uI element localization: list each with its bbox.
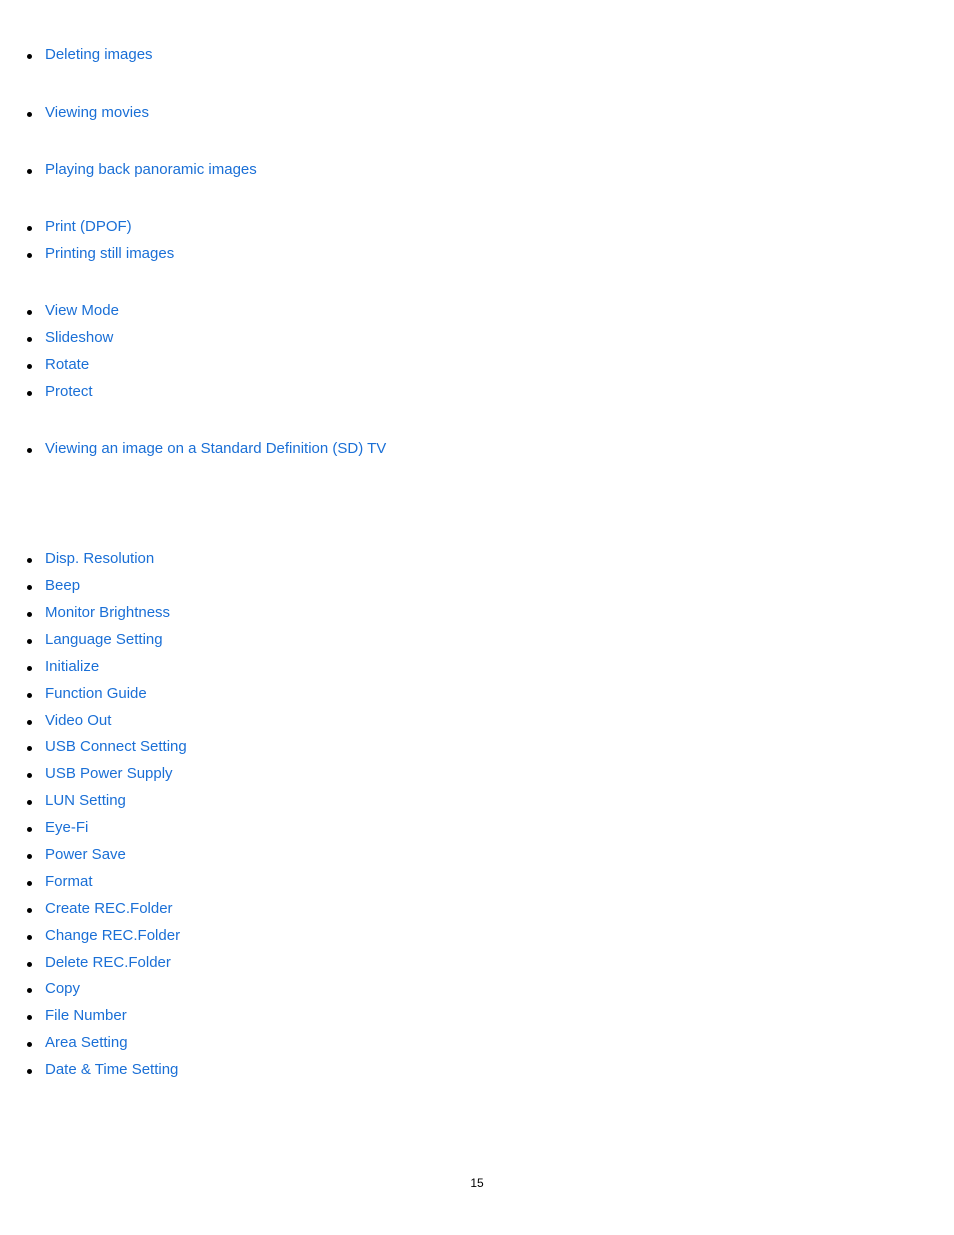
bullet-icon xyxy=(27,226,32,231)
link-area-setting[interactable]: Area Setting xyxy=(45,1034,128,1051)
bullet-icon xyxy=(27,908,32,913)
link-protect[interactable]: Protect xyxy=(45,383,93,400)
list-item xyxy=(27,1005,127,1027)
link-printing-still-images[interactable]: Printing still images xyxy=(45,245,175,262)
list-item xyxy=(27,243,174,265)
bullet-icon xyxy=(27,746,32,751)
bullet-icon xyxy=(27,169,32,174)
link-file-number[interactable]: File Number xyxy=(45,1007,127,1024)
list-item xyxy=(27,710,111,732)
bullet-icon xyxy=(27,639,32,644)
link-change-rec-folder[interactable]: Change REC.Folder xyxy=(45,927,181,944)
link-view-mode[interactable]: View Mode xyxy=(45,302,119,319)
bullet-icon xyxy=(27,1069,32,1074)
bullet-icon xyxy=(27,585,32,590)
bullet-icon xyxy=(27,337,32,342)
link-playing-back-panoramic-images[interactable]: Playing back panoramic images xyxy=(45,161,257,178)
list-item xyxy=(27,602,170,624)
bullet-icon xyxy=(27,310,32,315)
bullet-icon xyxy=(27,666,32,671)
bullet-icon xyxy=(27,612,32,617)
list-item xyxy=(27,216,132,238)
link-slideshow[interactable]: Slideshow xyxy=(45,329,114,346)
bullet-icon xyxy=(27,773,32,778)
link-power-save[interactable]: Power Save xyxy=(45,846,126,863)
list-item xyxy=(27,381,93,403)
bullet-icon xyxy=(27,935,32,940)
link-usb-power-supply[interactable]: USB Power Supply xyxy=(45,765,173,782)
link-video-out[interactable]: Video Out xyxy=(45,712,112,729)
bullet-icon xyxy=(27,720,32,725)
bullet-icon xyxy=(27,364,32,369)
link-usb-connect-setting[interactable]: USB Connect Setting xyxy=(45,738,187,755)
list-item xyxy=(27,952,171,974)
list-item xyxy=(27,683,147,705)
list-item xyxy=(27,817,88,839)
bullet-icon xyxy=(27,962,32,967)
bullet-icon xyxy=(27,800,32,805)
link-copy[interactable]: Copy xyxy=(45,980,81,997)
list-item xyxy=(27,656,99,678)
link-disp-resolution[interactable]: Disp. Resolution xyxy=(45,550,155,567)
list-item xyxy=(27,438,386,460)
list-item xyxy=(27,300,119,322)
link-beep[interactable]: Beep xyxy=(45,577,81,594)
list-item xyxy=(27,736,187,758)
bullet-icon xyxy=(27,854,32,859)
page-number: 15 xyxy=(470,1176,484,1190)
list-item xyxy=(27,1059,178,1081)
list-item xyxy=(27,327,113,349)
list-item xyxy=(27,898,173,920)
list-item xyxy=(27,925,180,947)
bullet-icon xyxy=(27,391,32,396)
list-item xyxy=(27,871,93,893)
bullet-icon xyxy=(27,448,32,453)
bullet-icon xyxy=(27,988,32,993)
link-rotate[interactable]: Rotate xyxy=(45,356,90,373)
bullet-icon xyxy=(27,253,32,258)
bullet-icon xyxy=(27,1042,32,1047)
list-item xyxy=(27,354,89,376)
link-viewing-movies[interactable]: Viewing movies xyxy=(45,104,149,121)
list-item xyxy=(27,629,163,651)
bullet-icon xyxy=(27,54,32,59)
link-print-dpof[interactable]: Print (DPOF) xyxy=(45,218,132,235)
list-item xyxy=(27,978,80,1000)
list-item xyxy=(27,548,154,570)
bullet-icon xyxy=(27,1015,32,1020)
link-initialize[interactable]: Initialize xyxy=(45,658,100,675)
list-item xyxy=(27,790,126,812)
link-date-time-setting[interactable]: Date & Time Setting xyxy=(45,1061,179,1078)
list-item xyxy=(27,575,80,597)
link-lun-setting[interactable]: LUN Setting xyxy=(45,792,126,809)
bullet-icon xyxy=(27,558,32,563)
list-item xyxy=(27,44,153,66)
link-viewing-image-on-sd-tv[interactable]: Viewing an image on a Standard Definition (SD) TV xyxy=(45,440,387,457)
link-create-rec-folder[interactable]: Create REC.Folder xyxy=(45,900,173,917)
list-item xyxy=(27,763,173,785)
bullet-icon xyxy=(27,881,32,886)
link-eye-fi[interactable]: Eye-Fi xyxy=(45,819,89,836)
bullet-icon xyxy=(27,112,32,117)
bullet-icon xyxy=(27,827,32,832)
link-delete-rec-folder[interactable]: Delete REC.Folder xyxy=(45,954,171,971)
link-function-guide[interactable]: Function Guide xyxy=(45,685,147,702)
list-item xyxy=(27,1032,128,1054)
bullet-icon xyxy=(27,693,32,698)
link-monitor-brightness[interactable]: Monitor Brightness xyxy=(45,604,171,621)
link-format[interactable]: Format xyxy=(45,873,93,890)
list-item xyxy=(27,159,257,181)
list-item xyxy=(27,844,126,866)
list-item xyxy=(27,102,149,124)
link-language-setting[interactable]: Language Setting xyxy=(45,631,163,648)
link-deleting-images[interactable]: Deleting images xyxy=(45,46,153,63)
